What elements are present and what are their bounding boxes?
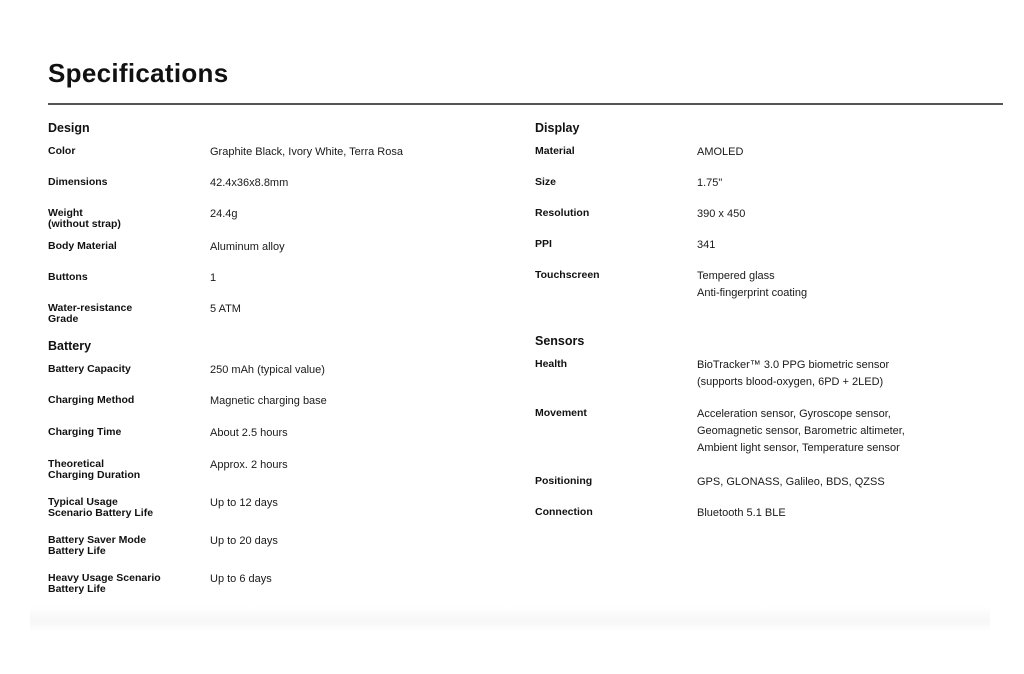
- spec-value: BioTracker™ 3.0 PPG biometric sensor (supports blood-oxygen, 6PD + 2LED): [697, 359, 890, 388]
- spec-value: 390 x 450: [697, 208, 746, 220]
- spec-row: [48, 206, 478, 239]
- spec-value: GPS, GLONASS, Galileo, BDS, QZSS: [697, 476, 885, 488]
- spec-row: [535, 505, 955, 536]
- bottom-fade: [30, 606, 990, 632]
- spec-value: 5 ATM: [210, 303, 241, 315]
- spec-row: [535, 237, 955, 268]
- spec-value: AMOLED: [697, 146, 744, 158]
- spec-row: [48, 425, 478, 457]
- spec-label: Material: [535, 145, 575, 157]
- spec-label: Size: [535, 176, 557, 188]
- spec-row: [535, 268, 955, 322]
- design-section: [48, 120, 478, 332]
- spec-row: [535, 144, 955, 175]
- spec-label: Heavy Usage Scenario Battery Life: [48, 572, 161, 595]
- spec-row: [48, 301, 478, 332]
- spec-label: Movement: [535, 407, 587, 419]
- section-title-sensors: Sensors: [535, 334, 585, 348]
- spec-label: Touchscreen: [535, 269, 600, 281]
- right-column: [535, 120, 955, 536]
- spec-label: Typical Usage Scenario Battery Life: [48, 496, 154, 519]
- spec-row: [48, 457, 478, 495]
- spec-label: Dimensions: [48, 176, 108, 188]
- spec-value: Acceleration sensor, Gyroscope sensor, Geomagnetic sensor, Barometric altimeter, Ambient light sensor, Temperature sensor: [697, 408, 905, 454]
- spec-value: Up to 12 days: [210, 497, 278, 509]
- section-title-display: Display: [535, 121, 580, 135]
- spec-label: Charging Time: [48, 426, 122, 438]
- sensors-section: [535, 333, 955, 536]
- spec-value: Graphite Black, Ivory White, Terra Rosa: [210, 146, 403, 158]
- spec-label: PPI: [535, 238, 552, 250]
- spec-row: [535, 406, 955, 474]
- spec-row: [48, 533, 478, 571]
- spec-row: [48, 362, 478, 393]
- spec-value: 341: [697, 239, 716, 251]
- spec-value: Up to 6 days: [210, 573, 272, 585]
- spec-row: [48, 239, 478, 270]
- section-title-battery: Battery: [48, 339, 92, 353]
- spec-label: Connection: [535, 506, 593, 518]
- display-section: [535, 120, 955, 322]
- spec-label: Resolution: [535, 207, 590, 219]
- spec-value: Up to 20 days: [210, 535, 278, 547]
- spec-label: Health: [535, 358, 568, 370]
- left-column: [48, 120, 478, 609]
- spec-value: Approx. 2 hours: [210, 459, 288, 471]
- battery-section: [48, 338, 478, 609]
- spec-label: Positioning: [535, 475, 593, 487]
- spec-label: Theoretical Charging Duration: [48, 458, 141, 481]
- spec-row: [535, 474, 955, 505]
- spec-row: [535, 357, 955, 406]
- title-divider: [48, 103, 1003, 105]
- page-title: Specifications: [48, 58, 229, 88]
- spec-label: Charging Method: [48, 394, 135, 406]
- spec-row: [48, 495, 478, 533]
- spec-value: 250 mAh (typical value): [210, 364, 325, 376]
- spec-label: Water-resistance Grade: [48, 302, 133, 325]
- spec-value: 42.4x36x8.8mm: [210, 177, 289, 189]
- spec-label: Body Material: [48, 240, 117, 252]
- spec-row: [48, 175, 478, 206]
- spec-label: Battery Saver Mode Battery Life: [48, 534, 147, 557]
- spec-row: [48, 571, 478, 609]
- spec-row: [48, 144, 478, 175]
- spec-value: 24.4g: [210, 208, 238, 220]
- spec-value: 1.75": [697, 177, 723, 189]
- spec-value: Magnetic charging base: [210, 395, 327, 407]
- spec-value: Aluminum alloy: [210, 241, 285, 253]
- spec-label: Buttons: [48, 271, 88, 283]
- spec-row: [48, 270, 478, 301]
- spec-row: [48, 393, 478, 425]
- spec-value: Tempered glass Anti-fingerprint coating: [697, 270, 808, 299]
- spec-label: Weight (without strap): [48, 207, 121, 230]
- spec-row: [535, 206, 955, 237]
- spec-value: 1: [210, 272, 217, 284]
- spec-value: Bluetooth 5.1 BLE: [697, 507, 786, 519]
- spec-label: Battery Capacity: [48, 363, 131, 375]
- spec-value: About 2.5 hours: [210, 427, 288, 439]
- section-title-design: Design: [48, 121, 90, 135]
- spec-row: [535, 175, 955, 206]
- spec-label: Color: [48, 145, 76, 157]
